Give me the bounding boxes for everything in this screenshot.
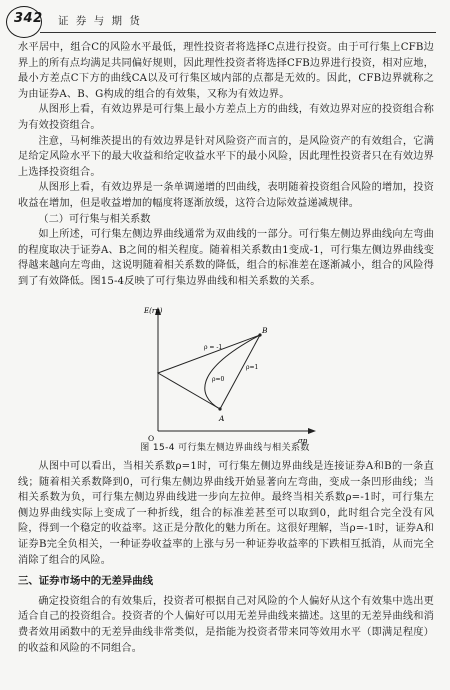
x-axis-arrow (308, 428, 316, 434)
label-rho-pos1: ρ=1 (246, 364, 259, 371)
origin-label: O (148, 434, 155, 443)
correlation-figure (140, 303, 320, 453)
body-top (18, 40, 434, 290)
paragraph: 如上所述，可行集左侧边界曲线通常为双曲线的一部分。可行集左侧边界曲线向左弯曲的程度取决于证券A、B之间的相关程度。随着相关系数由1变成-1，可行集左侧边界曲线变得越来越向左弯曲，这说明随着相关系数的降低，组合的标准差在逐渐减小，组合的风险得到了有效降低。图15-4反映了可行集边界曲线和相关系数的关系。 (18, 229, 434, 287)
point-b-label: B (262, 326, 268, 335)
paragraph: 从图形上看，有效边界是一条单调递增的凹曲线，表明随着投资组合风险的增加，投资收益在增加，但是收益增加的幅度将逐渐放缓，这符合边际效益递减规律。 (18, 182, 434, 209)
x-axis-label: σp (298, 437, 308, 445)
label-rho-neg1: ρ = -1 (204, 344, 223, 351)
label-rho-0: ρ=0 (212, 376, 225, 383)
point-a-marker (218, 407, 221, 410)
running-title: 证 券 与 期 货 (58, 15, 142, 27)
paragraph: 从图形上看，有效边界是可行集上最小方差点上方的曲线，有效边界对应的投资组合称为有效投资组合。 (18, 104, 434, 131)
section-heading: 三、证券市场中的无差异曲线 (18, 575, 154, 588)
paragraph: 确定投资组合的有效集后，投资者可根据自己对风险的个人偏好从这个有效集中选出更适合自己的投资组合。投资者的个人偏好可以用无差异曲线来描述。这里的无差异曲线和消费者效用函数中的无差异曲线非常类似，是指能为投资者带来同等效用水平（即满足程度）的收益和风险的不同组合。 (18, 595, 434, 654)
paragraph: 从图中可以看出，当相关系数ρ=1时，可行集左侧边界曲线是连接证券A和B的一条直线；随着相关系数降到0，可行集左侧边界曲线开始显著向左弯曲，变成一条凹形曲线；当相关系数为负，可行集左侧边界曲线进一步向左拉伸。最终当相关系数ρ=-1时，可行集左侧边界曲线实际上变成了一种折线，组合的标准差甚至可以取到0，此时组合完全没有风险，得到一个稳定的收益率。这正是分散化的魅力所在。这很好理解，当ρ=-1时，证券A和证券B完全负相关，一种证券收益率的上涨与另一种证券收益率的下跌相互抵消，从而完全消除了组合的风险。 (18, 461, 434, 566)
point-a-label: A (219, 414, 225, 423)
page-header (0, 0, 450, 40)
header-rule (40, 32, 436, 33)
paragraph: 注意，马柯维茨提出的有效边界是针对风险资产而言的，是风险资产的有效组合，它满足给定风险水平下的最大收益和给定收益水平下的最小风险，因此理性投资者只在有效边界上选择投资组合。 (18, 135, 434, 178)
paragraph: 水平居中，组合C的风险水平最低，理性投资者将选择C点进行投资。由于可行集上CFB边界上的所有点均满足共同偏好规则，因此理性投资者将选择CFB边界进行投资，相对应地，最小方差点C下方的曲线CA以及可行集区域内部的点都是无效的。因此，CFB边界就称之为由证券A、B、G构成的组合的有效集，又称为有效边界。 (18, 42, 434, 100)
page-number: 342 (14, 11, 43, 26)
body-bottom (18, 459, 434, 656)
y-axis-label: E(rp) (144, 307, 163, 315)
subheading: （二）可行集与相关系数 (38, 213, 151, 225)
figure-caption: 图 15-4 可行集左侧边界曲线与相关系数 (140, 443, 310, 453)
